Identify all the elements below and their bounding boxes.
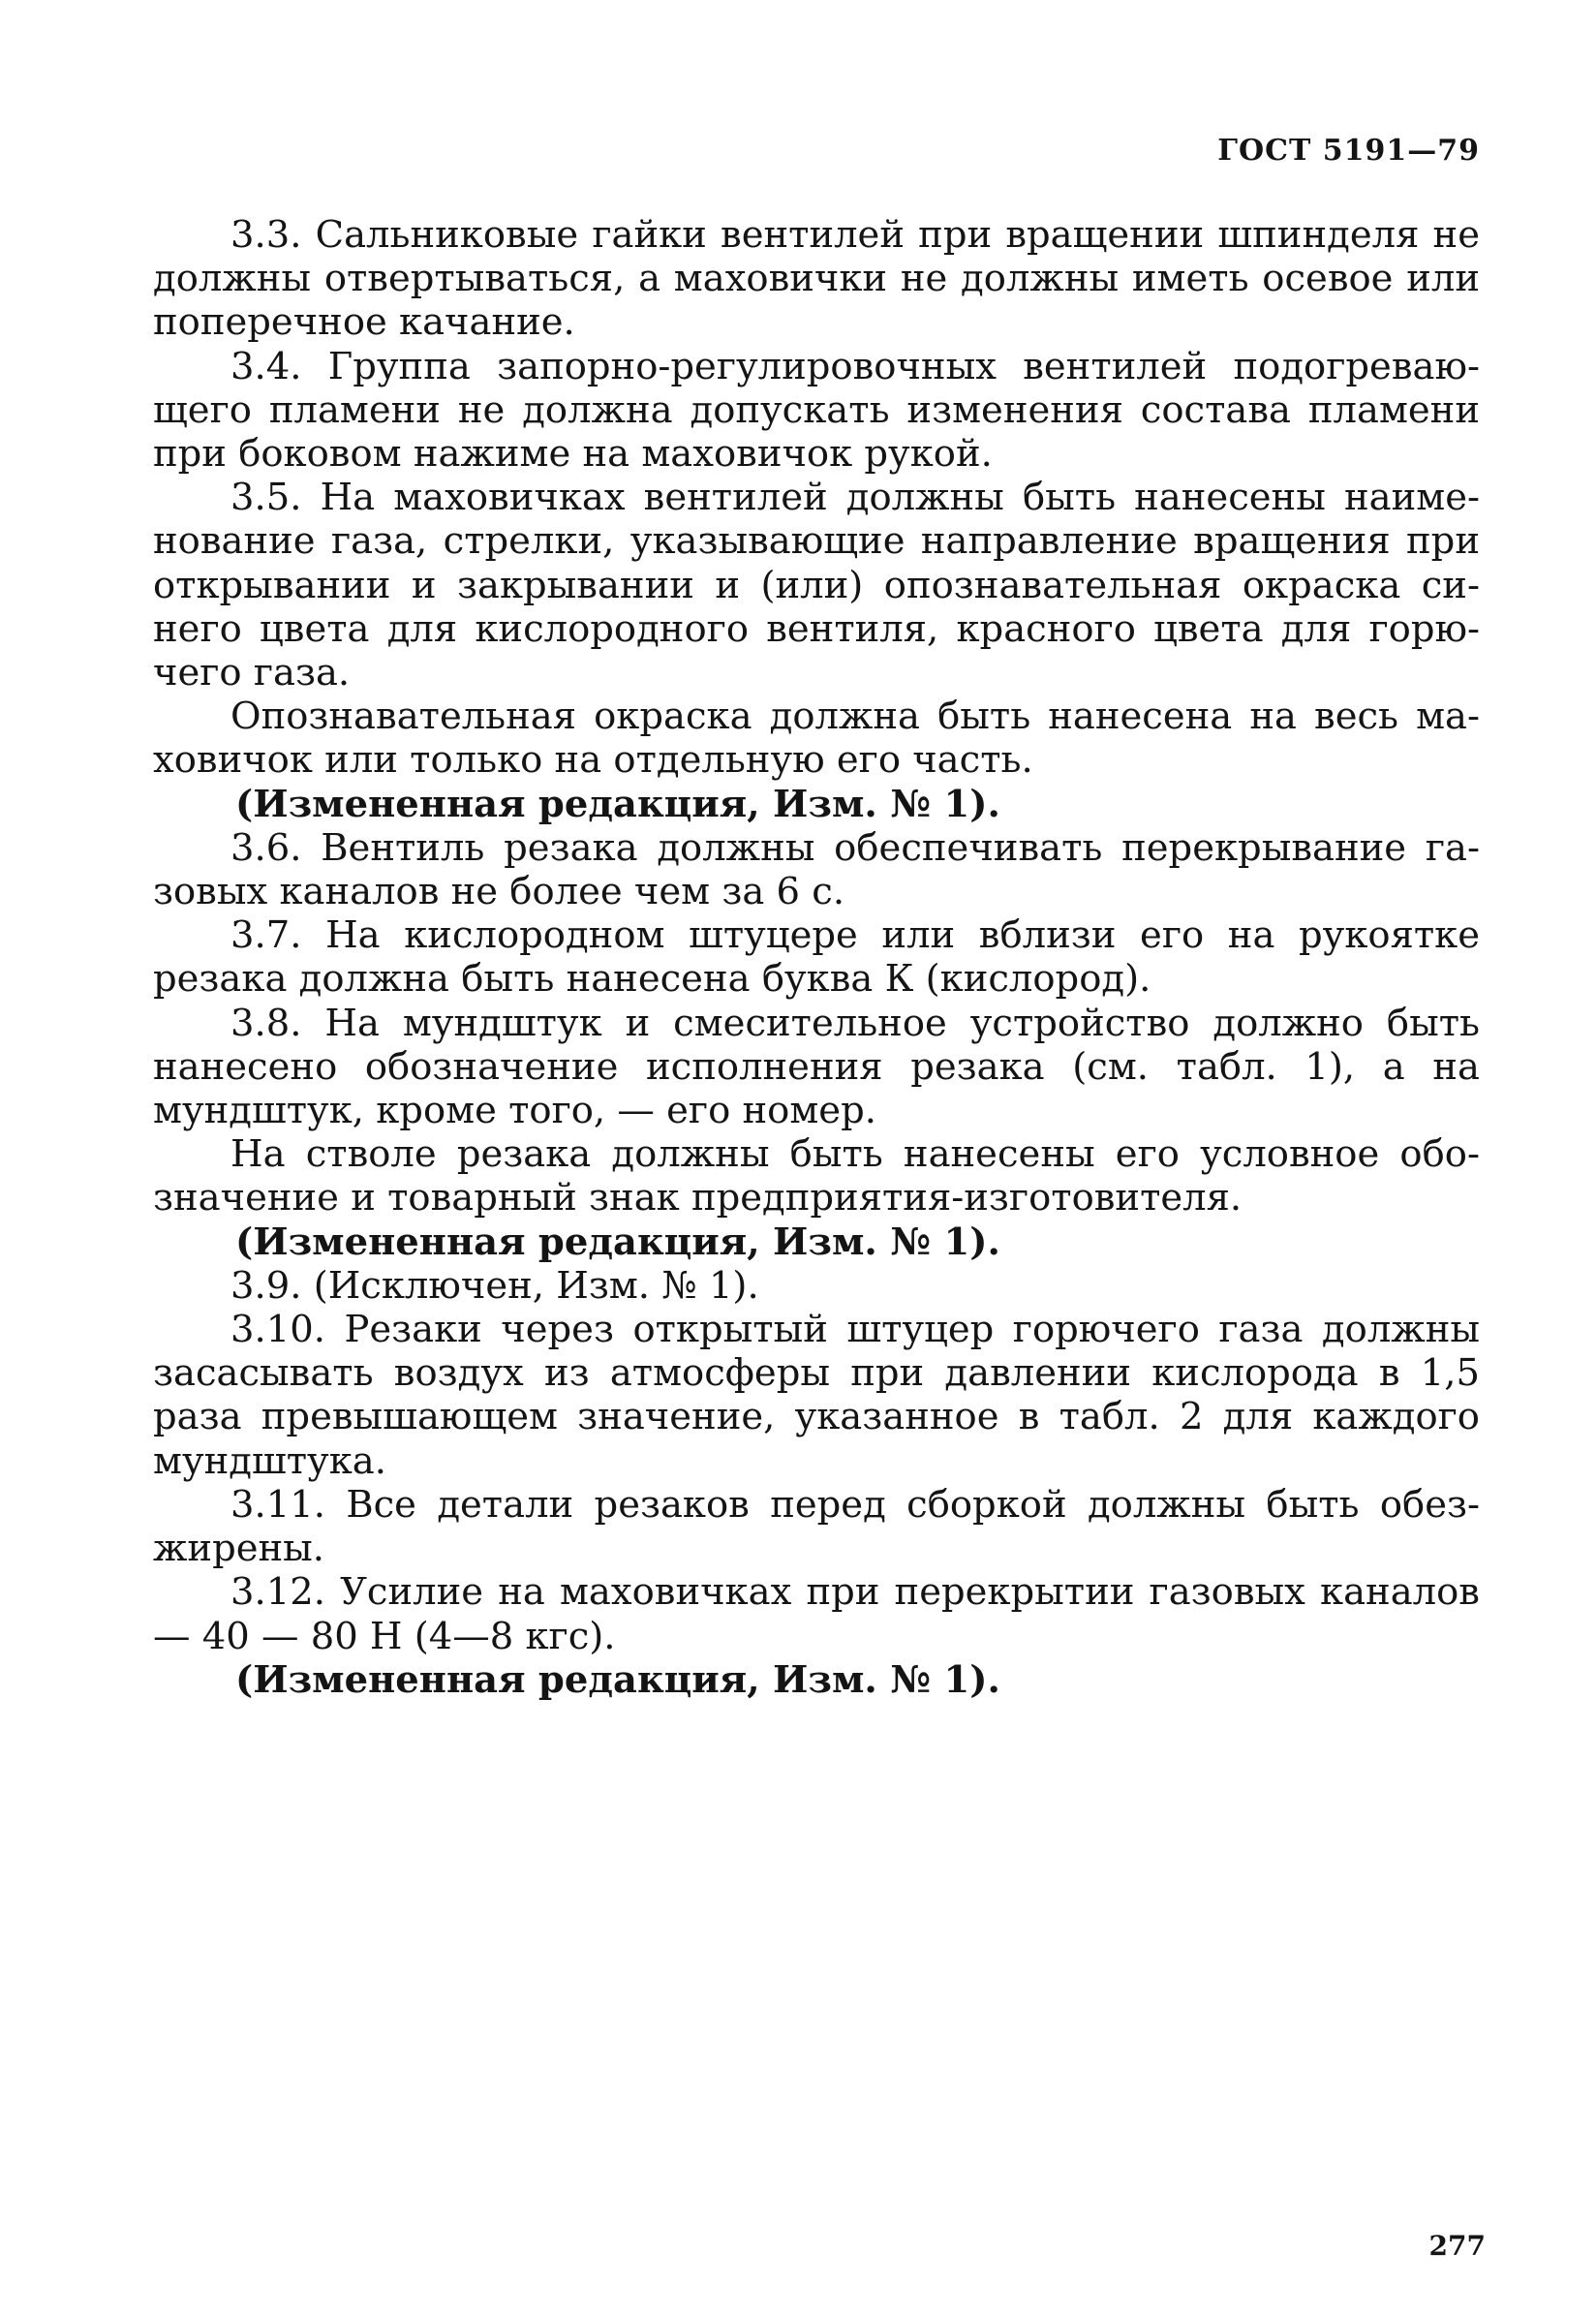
paragraph-3-6: 3.6. Вентиль резака должны обеспечивать перекрывание газовых каналов не более чем за 6 с. <box>153 825 1480 914</box>
document-body <box>153 213 1480 1702</box>
paragraph-3-12: 3.12. Усилие на маховичках при перекрытии газовых каналов — 40 — 80 Н (4—8 кгс). <box>153 1570 1480 1658</box>
paragraph-3-4: 3.4. Группа запорно-регулировочных вентилей подогревающего пламени не должна допускать изменения состава пламени при боковом нажиме на маховичок рукой. <box>153 344 1480 477</box>
paragraph-3-9: 3.9. (Исключен, Изм. № 1). <box>230 1263 759 1308</box>
amendment-note: (Измененная редакция, Изм. № 1). <box>235 1657 1000 1702</box>
paragraph-3-5-continued: Опознавательная окраска должна быть нанесена на весь маховичок или только на отдельную его часть. <box>153 695 1480 783</box>
paragraph-3-8: 3.8. На мундштук и смесительное устройство должно быть нанесено обозначение исполнения резака (см. табл. 1), а на мундштук, кроме того, — его номер. <box>153 1001 1480 1133</box>
paragraph-3-5: 3.5. На маховичках вентилей должны быть нанесены наименование газа, стрелки, указывающие направление вращения при открывании и закрывании и (или) опознавательная окраска синего цвета для кислородного вентиля, красного цвета для горючего газа. <box>153 476 1480 695</box>
paragraph-3-7: 3.7. На кислородном штуцере или вблизи его на рукоятке резака должна быть нанесена буква К (кислород). <box>153 913 1480 1002</box>
paragraph-3-3: 3.3. Сальниковые гайки вентилей при вращении шпинделя не должны отвертываться, а маховички не должны иметь осевое или поперечное качание. <box>153 213 1480 345</box>
standard-header: ГОСТ 5191—79 <box>1217 134 1480 168</box>
paragraph-3-8-continued: На стволе резака должны быть нанесены его условное обозначение и товарный знак предприятия-изготовителя. <box>153 1132 1480 1220</box>
amendment-note: (Измененная редакция, Изм. № 1). <box>235 1220 1000 1264</box>
amendment-note: (Измененная редакция, Изм. № 1). <box>235 782 1000 826</box>
paragraph-3-11: 3.11. Все детали резаков перед сборкой должны быть обезжирены. <box>153 1482 1480 1571</box>
page-number: 277 <box>1428 2230 1486 2262</box>
paragraph-3-10: 3.10. Резаки через открытый штуцер горючего газа должны засасывать воздух из атмосферы при давлении кислорода в 1,5 раза превышающем значение, указанное в табл. 2 для каждого мундштука. <box>153 1308 1480 1483</box>
